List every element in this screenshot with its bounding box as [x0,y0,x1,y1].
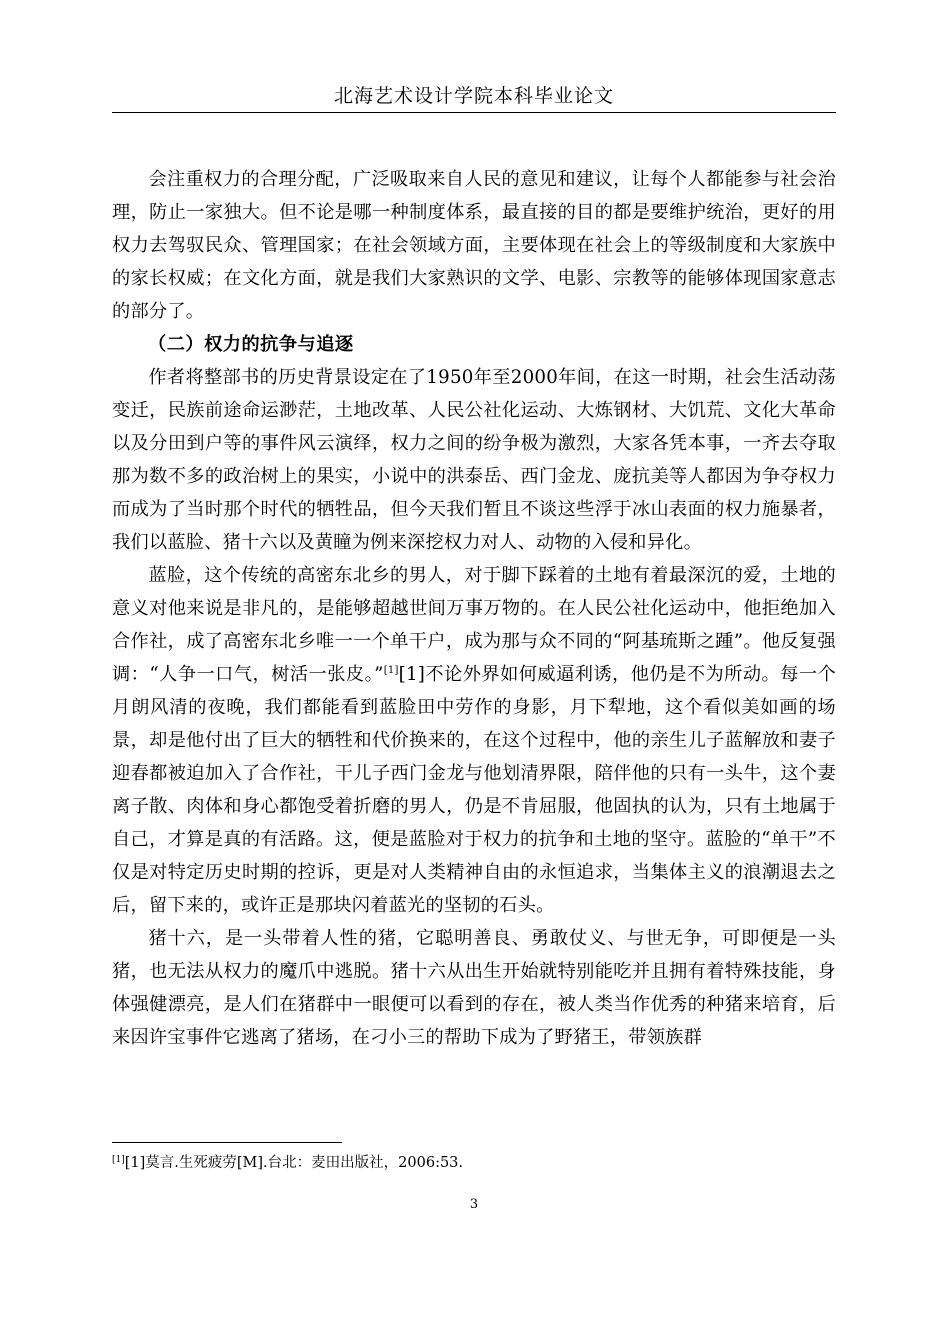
header-divider [112,112,836,113]
paragraph-4: 猪十六，是一头带着人性的猪，它聪明善良、勇敢仗义、与世无争，可即便是一头猪，也无法从权力的魔爪中逃脱。猪十六从出生开始就特别能吃并且拥有着特殊技能，身体强健漂亮，是人们在猪群中一眼便可以看到的存在，被人类当作优秀的种猪来培育，后来因许宝事件它逃离了猪场，在刁小三的帮助下成为了野猪王，带领族群 [112,928,836,1048]
footnote-text: [1]莫言.生死疲劳[M].台北：麦田出版社，2006:53. [124,1155,464,1171]
paragraph-2: 作者将整部书的历史背景设定在了1950年至2000年间，在这一时期，社会生活动荡变迁，民族前途命运渺茫，土地改革、人民公社化运动、大炼钢材、大饥荒、文化大革命以及分田到户等的事件风云演绎，权力之间的纷争极为激烈，大家各凭本事，一齐去夺取那为数不多的政治树上的果实，小说中的洪泰岳、西门金龙、庞抗美等人都因为争夺权力而成为了当时那个时代的牺牲品，但今天我们暂且不谈这些浮于冰山表面的权力施暴者，我们以蓝脸、猪十六以及黄瞳为例来深挖权力对人、动物的入侵和异化。 [112,367,836,553]
body-text [112,163,836,1054]
section-heading: （二）权力的抗争与追逐 [148,334,354,355]
footnote-reference: [1] [383,665,399,676]
page-number: 3 [469,1197,479,1212]
paragraph-1: 会注重权力的合理分配，广泛吸取来自人民的意见和建议，让每个人都能参与社会治理，防止一家独大。但不论是哪一种制度体系，最直接的目的都是要维护统治，更好的用权力去驾驭民众、管理国家；在社会领域方面，主要体现在社会上的等级制度和大家族中的家长权威；在文化方面，就是我们大家熟识的文学、电影、宗教等的能够体现国家意志的部分了。 [112,169,836,322]
paragraph-3 [112,559,836,922]
paragraph-3-part-2: [1]不论外界如何威逼利诱，他仍是不为所动。每一个月朗风清的夜晚，我们都能看到蓝脸田中劳作的身影，月下犁地，这个看似美如画的场景，却是他付出了巨大的牺牲和代价换来的，在这个过程中，他的亲生儿子蓝解放和妻子迎春都被迫加入了合作社，干儿子西门金龙与他划清界限，陪伴他的只有一头牛，这个妻离子散、肉体和身心都饱受着折磨的男人，仍是不肯屈服，他固执的认为，只有土地属于自己，才算是真的有活路。这，便是蓝脸对于权力的抗争和土地的坚守。蓝脸的“单干”不仅是对特定历史时期的控诉，更是对人类精神自由的永恒追求，当集体主义的浪潮退去之后，留下来的，或许正是那块闪着蓝光的坚韧的石头。 [112,664,837,916]
running-header: 北海艺术设计学院本科毕业论文 [333,85,614,107]
paragraph-3-part-1: 蓝脸，这个传统的高密东北乡的男人，对于脚下踩着的土地有着最深沉的爱，土地的意义对他来说是非凡的，是能够超越世间万事万物的。在人民公社化运动中，他拒绝加入合作社，成了高密东北乡唯一一个单干户，成为那与众不同的“阿基琉斯之踵”。他反复强调：“人争一口气，树活一张皮。” [112,565,836,685]
footnote-divider [112,1142,342,1143]
footnote-mark: [1] [112,1155,125,1165]
footnote [112,1152,836,1174]
